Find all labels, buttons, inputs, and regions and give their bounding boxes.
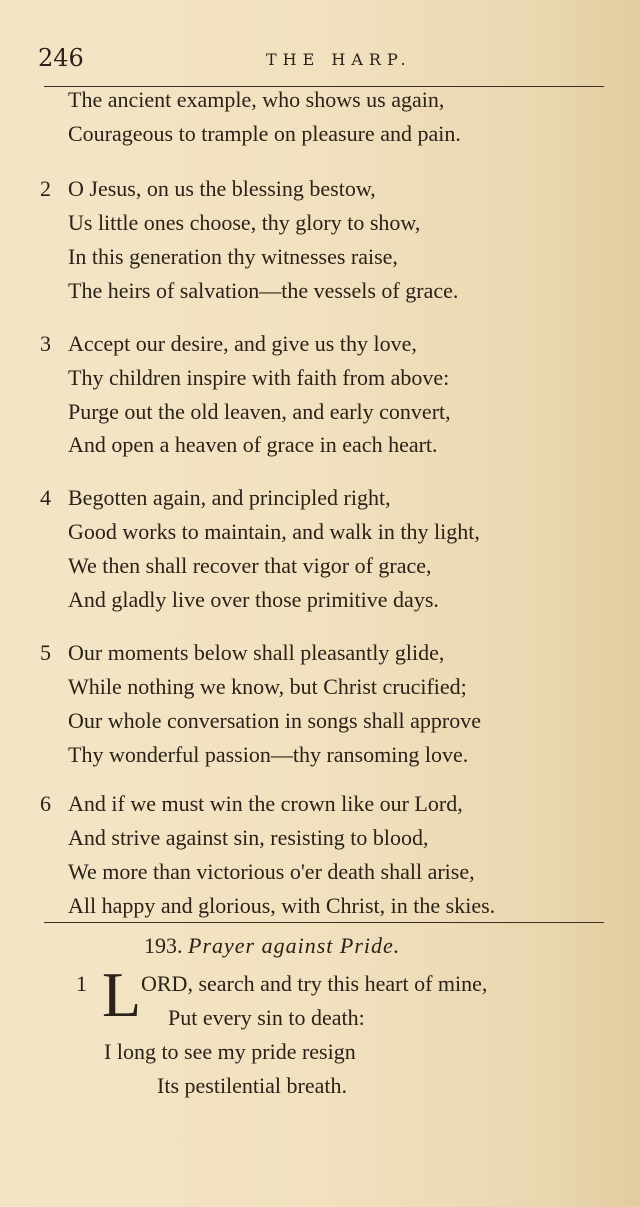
verse-line: And open a heaven of grace in each heart.: [68, 432, 438, 457]
verse-line: And if we must win the crown like our Lord,: [68, 791, 463, 816]
verse-line: Thy wonderful passion—thy ransoming love.: [68, 742, 469, 767]
hymn-line: ORD, search and try this heart of mine,: [141, 971, 488, 996]
verse-line: Our moments below shall pleasantly glide,: [68, 640, 445, 665]
verse-number: 1: [76, 971, 87, 996]
verse-line: Our whole conversation in songs shall approve: [68, 708, 482, 733]
verse-line: O Jesus, on us the blessing bestow,: [68, 176, 376, 201]
page-number: 246: [38, 44, 84, 72]
continuation-line: Courageous to trample on pleasure and pain.: [68, 121, 461, 146]
hymn-number: 193.: [144, 933, 183, 958]
verse-line: We then shall recover that vigor of grace,: [68, 553, 432, 578]
verse-line: Good works to maintain, and walk in thy light,: [68, 519, 480, 544]
hymn-heading: [144, 933, 400, 959]
hymn-line: I long to see my pride resign: [104, 1039, 356, 1064]
verse-number: 6: [40, 791, 51, 816]
drop-cap: L: [102, 959, 142, 1030]
verse-line: And gladly live over those primitive days.: [68, 587, 439, 612]
verse-number: 5: [40, 640, 51, 665]
continuation-line: The ancient example, who shows us again,: [68, 87, 445, 112]
verse-number: 2: [40, 176, 51, 201]
verse-line: Thy children inspire with faith from above:: [68, 365, 450, 390]
verse-line: While nothing we know, but Christ crucified;: [68, 674, 467, 699]
verse-line: All happy and glorious, with Christ, in the skies.: [68, 893, 496, 918]
verse-number: 4: [40, 485, 51, 510]
verse-line: Begotten again, and principled right,: [68, 485, 391, 510]
verse-line: The heirs of salvation—the vessels of grace.: [68, 278, 459, 303]
running-title: THE HARP.: [266, 50, 412, 69]
hymn-title: Prayer against Pride.: [188, 933, 401, 958]
verse-number: 3: [40, 331, 51, 356]
verse-line: Purge out the old leaven, and early convert,: [68, 399, 451, 424]
section-rule: [44, 922, 604, 923]
hymn-line: Its pestilential breath.: [157, 1073, 347, 1098]
verse-line: In this generation thy witnesses raise,: [68, 244, 398, 269]
hymn-line: Put every sin to death:: [168, 1005, 365, 1030]
page-header: [38, 44, 598, 78]
verse-line: Us little ones choose, thy glory to show,: [68, 210, 421, 235]
verse-line: And strive against sin, resisting to blood,: [68, 825, 429, 850]
verse-line: We more than victorious o'er death shall arise,: [68, 859, 475, 884]
verse-line: Accept our desire, and give us thy love,: [68, 331, 417, 356]
